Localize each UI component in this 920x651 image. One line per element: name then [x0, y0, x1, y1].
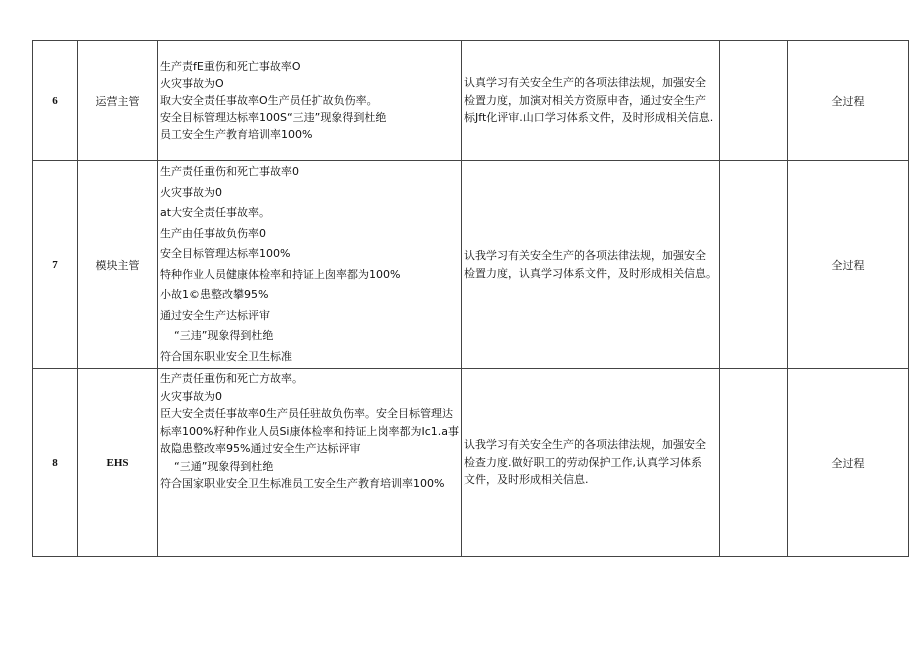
target-line: “三通”现象得到杜绝 [174, 459, 274, 473]
target-line: 符合国东职业安全卫生标准 [160, 349, 292, 363]
role-name: 模块主管 [78, 161, 158, 369]
responsibility-table [32, 40, 909, 557]
target-cell [158, 41, 462, 161]
target-line: 员工安全生产教育培训率100% [160, 128, 313, 141]
role-name: EHS [78, 369, 158, 557]
target-line: 安全目标管理达标率100% [160, 247, 291, 260]
target-line: 标率100%籽种作业人员Si康体检率和持证上岗率都为Ic1.a事 [160, 424, 460, 438]
measure-line: 文件，及时形成相关信息. [464, 473, 589, 487]
measure-line: 检置力度，加演对相关方资原申杳，通过安全生产 [464, 93, 707, 107]
measure-line: 检置力度，认真学习体系文件，及时形成相关信息。 [464, 266, 718, 280]
target-line: 火灾事故为0 [160, 389, 222, 403]
measure-line: 认真学习有关安全生产的各项法律法规，加强安全 [464, 76, 707, 90]
row-number: 7 [33, 161, 78, 369]
role-name: 运营主管 [78, 41, 158, 161]
target-line: “三违”现象得到杜绝 [174, 329, 274, 342]
target-line: 故隐患整改率95%通过安全生产达标评审 [160, 442, 361, 455]
target-line: 安全目标管理达标率100S“三违”现象得到杜绝 [160, 111, 387, 124]
measure-line: 检查力度.做好职工的劳动保护工作,认真学习体系 [464, 455, 703, 469]
table-row [33, 161, 909, 369]
target-line: 小故1©患整改攀95% [160, 288, 269, 301]
empty-cell [720, 41, 788, 161]
target-cell [158, 369, 462, 557]
measure-cell [462, 161, 720, 369]
measure-line: 认我学习有关安全生产的各项法律法规，加强安全 [464, 438, 707, 452]
row-number: 6 [33, 41, 78, 161]
target-line: 符合国家职业安全卫生标准员工安全生产教育培训率100% [160, 477, 445, 490]
empty-cell [720, 161, 788, 369]
timing-cell: 全过程 [788, 369, 909, 557]
measure-cell [462, 369, 720, 557]
target-line: 生产责任重伤和死亡事故率0 [160, 165, 299, 178]
target-line: 通过安全生产达标评审 [160, 308, 270, 322]
table-row [33, 41, 909, 161]
timing-cell: 全过程 [788, 161, 909, 369]
target-line: at大安全责任事故率。 [160, 206, 271, 219]
timing-cell: 全过程 [788, 41, 909, 161]
measure-line: 标Jft化评审.山口学习体系文件，及时形成相关信息. [464, 111, 714, 125]
table-row [33, 369, 909, 557]
target-cell [158, 161, 462, 369]
target-line: 生产责任重伤和死亡方故率。 [160, 372, 303, 385]
measure-line: 认我学习有关安全生产的各项法律法规，加强安全 [464, 249, 707, 262]
target-line: 火灾事故为0 [160, 185, 222, 199]
measure-cell [462, 41, 720, 161]
target-line: 生产责fE重伤和死亡事故率O [160, 60, 301, 73]
target-line: 火灾事故为O [160, 77, 224, 90]
target-line: 特种作业人员健康体检率和持证上囱率都为100% [160, 267, 401, 281]
empty-cell [720, 369, 788, 557]
target-line: 臣大安全责任事故率0生产员任驻故负伤率。安全目标管理达 [160, 407, 453, 420]
target-line: 取大安全责任事故率O生产员任扩故负伤率。 [160, 94, 378, 107]
row-number: 8 [33, 369, 78, 557]
target-line: 生产由任事故负伤率0 [160, 226, 266, 240]
